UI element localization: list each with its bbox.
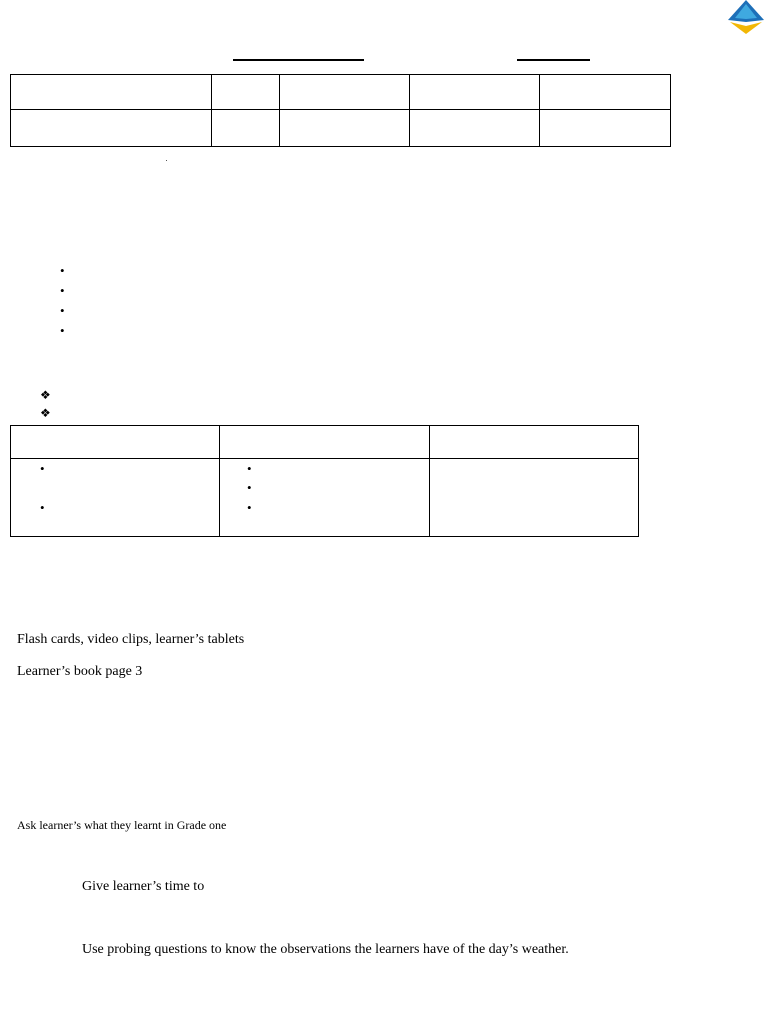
activity-table	[10, 425, 639, 537]
list-item: •	[247, 461, 252, 476]
activity-cell-col2	[220, 459, 430, 537]
list-item: •	[247, 480, 252, 495]
list-item: •	[60, 303, 65, 318]
header-underline-2	[517, 59, 590, 61]
header-table	[10, 74, 671, 147]
list-item: •	[60, 283, 65, 298]
header-cell	[540, 110, 671, 147]
resources-materials: Flash cards, video clips, learner’s tablets	[17, 632, 245, 647]
list-item: •	[60, 263, 65, 278]
header-cell	[212, 110, 280, 147]
diamond-logo-icon	[724, 0, 768, 40]
header-underline-1	[233, 59, 364, 61]
header-cell	[212, 75, 280, 110]
header-cell	[280, 110, 410, 147]
stray-dot	[166, 160, 167, 161]
introduction-text: Ask learner’s what they learnt in Grade one	[17, 818, 227, 832]
header-cell	[11, 110, 212, 147]
resources-reference: Learner’s book page 3	[17, 664, 143, 679]
activity-step-1: Give learner’s time to	[82, 879, 205, 894]
header-cell	[280, 75, 410, 110]
header-cell	[410, 110, 540, 147]
list-item: •	[40, 461, 45, 476]
activity-step-2: Use probing questions to know the observations the learners have of the day’s weather.	[82, 942, 569, 957]
header-cell	[410, 75, 540, 110]
school-logo	[724, 0, 768, 40]
activity-header-cell	[430, 426, 639, 459]
activity-cell-col3	[430, 459, 639, 537]
header-cell	[540, 75, 671, 110]
list-item: •	[247, 500, 252, 515]
list-item: •	[60, 323, 65, 338]
header-cell	[11, 75, 212, 110]
activity-header-cell	[11, 426, 220, 459]
activity-cell-col1	[11, 459, 220, 537]
list-item: ❖	[40, 388, 51, 402]
activity-header-cell	[220, 426, 430, 459]
list-item: •	[40, 500, 45, 515]
list-item: ❖	[40, 406, 51, 420]
